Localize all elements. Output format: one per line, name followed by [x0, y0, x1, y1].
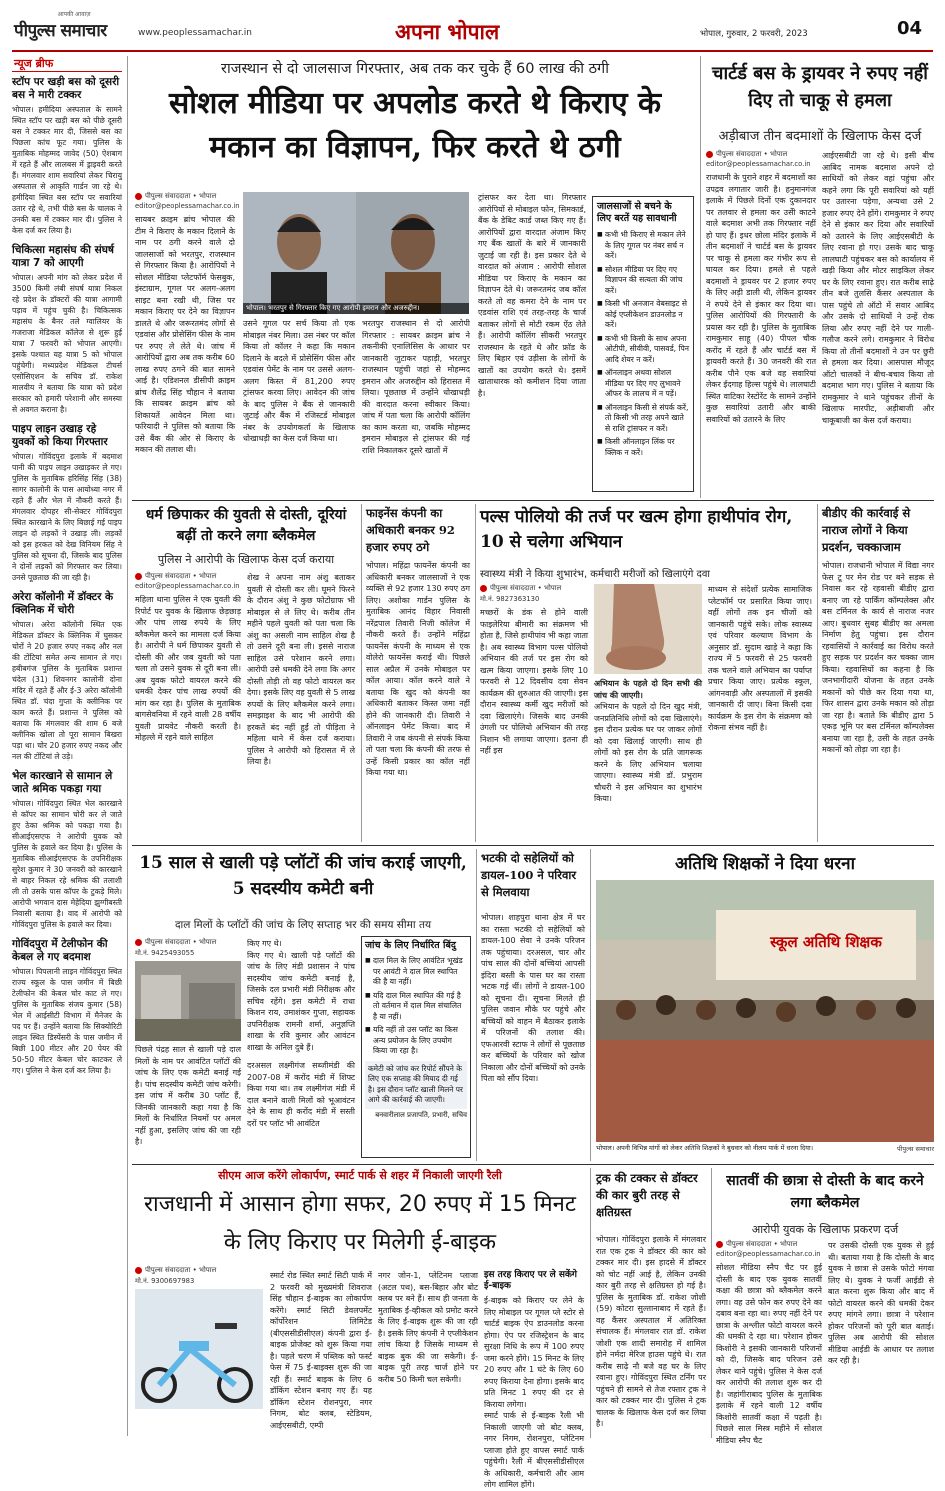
story7-byline [135, 938, 241, 947]
story1-headline: सोशल मीडिया पर अपलोड करते थे किराए के मकान का विज्ञापन, फिर करते थे ठगी [168, 86, 662, 165]
story5-col1 [480, 584, 588, 840]
story1-col4 [478, 192, 586, 494]
byline-dot-icon [135, 573, 142, 580]
story10-col1 [135, 1266, 263, 1436]
story3-col2 [247, 572, 355, 840]
story5-headline: पल्स पोलियो की तर्ज पर खत्म होगा हाथीपांव रोग, 10 से चलेगा अभियान [480, 507, 793, 552]
story9-photo [596, 880, 934, 1142]
story7-col2 [247, 1060, 355, 1160]
story11-col1 [596, 1234, 706, 1438]
tip-item: ■ ऑनलाइन अथवा सोशल मीडिया पर दिए गए लुभावने ऑफर के लालच में न पड़ें। [597, 368, 689, 400]
story10-phone: मो.नं. 9300697983 [135, 1277, 195, 1285]
story10-kicker: सीएम आज करेंगे लोकार्पण, स्मार्ट पार्क से शहर में निकाली जाएगी रैली [218, 1169, 502, 1182]
story7-points-box [361, 936, 471, 1158]
byline-dot-icon [716, 1241, 723, 1248]
story1-body-col2: उसने गूगल पर सर्च किया तो एक मोबाइल नंबर मिला। उस नंबर पर कॉल किया तो कॉलर ने कहा कि मकान दिलाने के बदले में प्रोसेसिंग फीस और एडवांस पेमेंट के नाम पर उससे अलग-अलग किस्त में 81,200 रुपए ट्रांसफर करवा लिए। आवेदन की जांच के बाद पुलिस ने बैंक से जानकारी जुटाई और बैंक में रजिस्टर्ड मोबाइल नंबर के उपयोगकर्ता के खिलाफ धोखाधड़ी का केस दर्ज किया था। [243, 319, 355, 443]
story12-body-col2: पर उसकी दोस्ती एक युवक से हुई थी। बताया गया है कि दोस्ती के बाद युवक ने छात्रा से उसके फोटो मंगवा लिए थे। युवक ने फर्जी आईडी से बात करना शुरू किया और बाद में फोटो वायरल करने की धमकी देकर रुपए मांगने लगा। छात्रा ने परेशान होकर परिजनों को पूरी बात बताई। पुलिस अब आरोपी की सोशल मीडिया आईडी के आधार पर तलाश कर रही है। [828, 1241, 934, 1365]
story7-photo-caption: किए गए थे। [247, 939, 282, 948]
column-rule [590, 1168, 591, 1438]
tip-item: ■ कभी भी किसी के साथ अपना ओटीपी, सीवीवी, पासवर्ड, पिन आदि शेयर न करें। [597, 334, 689, 366]
brief-body: भोपाल। गोविंदपुरा इलाके में बदमाश पानी की पाइप लाइन उखाड़कर ले गए। पुलिस के मुताबिक हरिसिंह सिंह (38) सागर कालोनी के पास आयोध्या नगर में रहते हैं और भेल में नौकरी करते हैं। मंगलवार दोपहर सी-सेक्टर गोविंदपुरा स्थित कारखाने के लिए बिछाई गई पाइप लाइन दो लड़कों ने उखाड़ ली। लड़कों को इस हरकत को देख विनियम सिंह ने पुलिस को सूचना दी, जिसके बाद पुलिस ने दोनों लड़कों को गिरफ्तार कर लिया। उनसे पूछताछ की जा रही है। [12, 452, 122, 582]
column-rule [361, 504, 362, 842]
story12-subhead: आरोपी युवक के खिलाफ प्रकरण दर्ज [751, 1223, 899, 1236]
news-brief-label: न्यूज ब्रीफ [12, 56, 122, 72]
brief-item [12, 76, 122, 236]
byline-dot-icon [135, 193, 142, 200]
story2-body-col2: आईएसबीटी जा रहे थे। इसी बीच आबिद नामक बदमाश अपने दो साथियों को लेकर वहां पहुंचा और कहने लगा कि पूरी सवारियां को यहीं पर उतारना पड़ेगा, अन्यथा उसे 2 हजार रुपए देने होंगे। रामकुमार ने रुपए देने से इंकार कर दिया और सवारियों को उतारने के लिए आईएसबीटी के लिए रवाना हो गए। उसके बाद चाकू लालघाटी पहुंचकर बस को कार्यालय में खड़ी किया और मोटर साइकिल लेकर घर के लिए रवाना हुए। रात करीब साढ़े तीन बजे तुलसि कैंसर अस्पताल के पास पहुंचे तो ऑटो में सवार आबिद और उसके दो साथियों ने उन्हें रोक लिया और रुपए नहीं देने पर गाली-गलौज करने लगे। रामकुमार ने विरोध किया तो तीनों बदमाशों ने उन पर छुरी से हमला कर दिया। आसपास मौजूद ऑटो चालकों ने बीच-बचाव किया तो बदमाश भाग गए। पुलिस ने बताया कि रामकुमार ने थाने पहुंचकर तीनों के खिलाफ मारपीट, अड़ीबाजी और चाकूबाजी का केस दर्ज कराया। [822, 151, 934, 425]
story1-tips-box [592, 196, 694, 492]
story3-col1 [135, 572, 241, 840]
story7-body-col1: पिछले पंद्रह साल से खाली पड़े दाल मिलों के नाम पर आवंटित प्लॉटों की जांच के लिए एक कमेटी बनाई गई है। पांच सदस्यीय कमेटी जांच करेगी। इस जांच में करीब 30 प्लॉट हैं, जिनकी जानकारी कहा गया है कि मिलों के निर्धारित नियमों पर अमल नहीं हुआ, इसलिए जांच की जा रही है। [135, 1045, 241, 1146]
tip-item: ■ किसी ऑनलाइन लिंक पर क्लिक न करें। [597, 437, 689, 458]
story3-body-col1: महिला थाना पुलिस ने एक युवती की रिपोर्ट पर युवक के खिलाफ छेड़छाड़ और पांच लाख रुपये के लिए ब्लैकमेल करने का मामला दर्ज किया है। आरोपी ने धर्म छिपाकर युवती से दोस्ती की और जब युवती को पता चला तो उसने युवक से दूरी बना ली। अब युवक फोटो वायरल करने की धमकी देकर पांच लाख रुपयों की मांग कर रहा है। पुलिस के मुताबिक बागसेवनिया में रहने वाली 28 वर्षीय युवती प्रायवेट नौकरी करती है। मोहल्ले में रहने वाले साहिल [135, 595, 241, 742]
story3-email[interactable]: editor@peoplessamachar.co.in [135, 582, 240, 590]
brief-body: भोपाल। अपनी मांग को लेकर प्रदेश में 3500 किमी लंबी संघर्ष यात्रा निकल रहे प्रदेश के डॉक्टरों की यात्रा आगामी पड़ाव में पहुंच चुकी है। चिकित्सक महासंघ के बैनर तले ग्वालियर के गजराजा मेडिकल कॉलेज से शुरू हुई यात्रा 7 फरवरी को भोपाल आएगी। इसके पश्चात यह यात्रा 5 को भोपाल पहुंचेगी। मध्यप्रदेश मेडिकल टीचर्स एसोसिएशन के सचिव डॉ. राकेश मालवीय ने बताया कि यात्रा को प्रदेश सरकार को हमारी परेशानी और समस्या से अवगत कराना है। [12, 273, 122, 414]
story10-col2 [270, 1270, 372, 1436]
story7-headline: 15 साल से खाली पड़े प्लॉटों की जांच कराई जाएगी, 5 सदस्यीय कमेटी बनी [139, 853, 467, 899]
story4-body: भोपाल। महिंद्रा फायनेंस कंपनी का अधिकारी बनकर जालसाजों ने एक व्यक्ति से 92 हजार 130 रुपए ठग लिए। अशोका गार्डन पुलिस के मुताबिक आनंद विहार निवासी नरेंद्रपाल तिवारी निजी कॉलेज में नौकरी करते हैं। उन्होंने महिंद्रा फायनेंस कंपनी के माध्यम से एक वोलेरो फायनेंस कराई थी। पिछले साल अप्रैल में उनके मोबाइल पर कॉल आया। कॉल करने वाले ने बताया कि खुद को कंपनी का अधिकारी बताकर किस्त जमा नहीं होने की जानकारी दी। तिवारी ने ऑनलाइन पेमेंट किया। बाद में तिवारी ने जब कंपनी से संपर्क किया तो पता चला कि कंपनी की तरफ से उन्हें किसी प्रकार का कॉल नहीं किया गया था। [366, 561, 470, 777]
story3-body-col2: शेख ने अपना नाम अंशु बताकर युवती से दोस्ती कर ली। घूमने फिरने के दौरान अंशु ने कुछ फोटोग्राफ भी मोबाइल से ले लिए थे। करीब तीन महीने पहले युवती को पता चला कि अंशु का असली नाम साहिल शेख है तो उसने दूरी बना ली। इससे नाराज साहिल उसे परेशान करने लगा। आरोपी उसे धमकी देने लगा कि अगर दोस्ती तोड़ी तो वह फोटो वायरल कर देगा। इसके लिए वह युवती से 5 लाख रुपयों के लिए ब्लैकमेल करने लगा। समझाइश के बाद भी आरोपी की हरकतें बंद नहीं हुईं तो पीड़िता ने महिला थाने में केस दर्ज कराया। पुलिस ने आरोपी को हिरासत में ले लिया है। [247, 573, 356, 766]
guest-teachers-protest-photo-icon [596, 880, 934, 1142]
brief-item [12, 423, 122, 583]
quote-text: कमेटी को जांच कर रिपोर्ट सौंपने के लिए एक सप्ताह की मियाद दी गई है। इस दौरान प्लॉट खाली मिलने पर आगे की कार्रवाई की जाएगी। [365, 1061, 467, 1109]
story1-col3 [362, 318, 470, 494]
story7-col1 [135, 938, 241, 1160]
story9-headline: अतिथि शिक्षकों ने दिया धरना [674, 854, 855, 874]
logo-text: पीपुल्स समाचार [14, 21, 107, 41]
byline-dot-icon [135, 939, 142, 946]
story1-email[interactable]: editor@peoplessamachar.co.in [135, 202, 240, 210]
byline-dot-icon [706, 151, 713, 158]
protest-banner-text: स्कूल अतिथि शिक्षक [770, 933, 882, 951]
story1-photo [243, 192, 469, 314]
story6-col1 [822, 560, 934, 840]
story5-col2 [594, 678, 702, 840]
section-rule [132, 500, 934, 501]
story7-col3 [247, 938, 355, 1058]
points-title: जांच के लिए निर्धारित बिंदु [365, 940, 456, 951]
quote-by: बनवारीलाल प्रजापति, प्रभारी, सचिव [375, 1110, 467, 1119]
story5-subhead: स्वास्थ्य मंत्री ने किया शुभारंभ, कर्मचारी मरीजों को खिलाएंगे दवा [480, 569, 710, 580]
story12-email[interactable]: editor@peoplessamachar.co.in [716, 1250, 821, 1258]
brief-body: भोपाल। पिपलानी लाइन गोविंदपुरा स्थित राज्य स्कूल के पास जमीन में बिछी टेलीफोन की केबल चोर काट ले गए। पुलिस के मुताबिक संजय कुमार (58) भेल में आईसीटी विभाग में मैनेजर के पद पर हैं। उन्होंने बताया कि सिक्योरिटी लाइन स्थित डिस्पेंसरी के पास जमीन में बिछी 100 मीटर और 20 पेयर की 50-50 मीटर केबल चोर काटकर ले गए। पुलिस ने केस दर्ज कर लिया है। [12, 967, 123, 1075]
section-title: अपना भोपाल [395, 20, 500, 44]
brief-title: चिकित्सा महासंघ की संघर्ष यात्रा 7 को आएगी [12, 244, 114, 269]
story12-byline [716, 1240, 822, 1249]
story7-body-col2: दरअसल लक्ष्मीगंज सब्जीमंडी की 2007-08 में करोंद मंडी में शिफ्ट किया गया था। तब लक्ष्मीगंज मंडी में दाल बनाने वाली मिलों को भूआवंटन देने के साथ ही करोंद मंडी में सस्ती दरों पर प्लॉट भी आवंटित [247, 1061, 355, 1128]
mandi-plots-photo-icon [135, 961, 241, 1041]
side-title: इस तरह किराए पर ले सकेंगे ई-बाइक [484, 1270, 577, 1291]
story6-body: भोपाल। राजधानी भोपाल में विद्या नगर फेस टू पर मेन रोड पर बने सड़क से निवास कर रहे रहवासी बीडीए द्वारा बनाए जा रहे पार्किंग कॉम्पलेक्स और बस टर्मिनल के कार्य से नाराज नजर आए। बुधवार सुबह बीडीए का अमला निर्माण हेतु पहुंचा। इस दौरान रहवासियों ने कार्रवाई का विरोध करते हुए सड़क पर प्रदर्शन कर चक्का जाम किया। रहवासियों का कहना है कि जनभागीदारी योजना के तहत उनके मकानों को पीछे कर दिया गया था, फिर शासन द्वारा उनके मकान को तोड़ा जा रहा है। बताते कि बीडीए द्वारा 5 एकड़ भूमि पर बस टर्मिनल कॉम्पलेक्स बनाया जा रहा है, उसी के तहत उनके मकानों को तोड़ा जा रहा है। [822, 561, 934, 754]
story5-body-col1: मच्छरों के डंक से होने वाली फाइलेरिया बीमारी का संक्रमण भी होता है, जिसे हाथीपांव भी कहा जाता है। अब स्वास्थ्य विभाग पल्स पोलियो अभियान की तर्ज पर इस रोग को खत्म किया जाएगा। इसके लिए 10 फरवरी से 12 दिवसीय दवा सेवन कार्यक्रम की शुरुआत की जाएगी। इस दौरान स्वास्थ्य कर्मी खुद मरीजों को दवा खिलाएंगे। जिसके बाद उनकी उंगली पर पोलियो अभियान की तरह निशान भी लगाया जाएगा। इतना ही नहीं इस [480, 608, 588, 755]
byline-text: पीपुल्स संवाददाता • भोपाल [490, 584, 562, 592]
story2-byline [706, 150, 816, 159]
column-rule [476, 849, 477, 1161]
tips-title: जालसाजों से बचने के लिए बरतें यह सावधानी [597, 201, 677, 224]
section-rule [132, 1164, 934, 1165]
column-rule [817, 504, 818, 842]
story5-body-col3: माध्यम से संदेशों प्रत्येक सामाजिक प्लेटफॉर्म पर प्रसारित किया जाए। वहीं लोगों तक इन चीजों को जानकारी पहुंचे सके। लोक स्वास्थ्य एवं परिवार कल्याण विभाग के अनुसार डॉ. सुदाम खाड़े ने कहा कि राज्य में 5 फरवरी से 25 फरवरी तक चलने वाले अभियान का पर्याप्त प्रचार किया जाए। प्रत्येक स्कूल, आंगनवाड़ी और अस्पतालों में इसकी जानकारी दी जाए। बिना किसी दवा कार्यक्रम के इस रोग के संक्रमण को रोकना संभव नहीं है। [708, 585, 812, 732]
point-item: ■ यदि नहीं तो उस प्लॉट का किस अन्य प्रयोजन के लिए उपयोग किया जा रहा है। [365, 1025, 467, 1057]
brief-body: भोपाल। हमीदिया अस्पताल के सामने स्थित स्टॉप पर खड़ी बस को पीछे दूसरी बस ने टक्कर मार दी, जिससे बस का पिछला कांच फूट गया। पुलिस के मुताबिक मोहम्मद जावेद (50) ऐशबाग में रहते हैं और लालबस में ड्राइवरी करते हैं। मंगलवार शाम सवारियां लेकर चिरायु अस्पताल से आकृति गार्डन जा रहे थे। हमीदिया स्थित बस स्टॉप पर सवारियां उतार रहे थे, तभी पीछे बस के चालक ने उनकी बस में टक्कर मार दी। पुलिस ने केस दर्ज कर लिया है। [12, 105, 122, 235]
story10-headline: राजधानी में आसान होगा सफर, 20 रुपए में 15 मिनट के लिए किराए पर मिलेगी ई-बाइक [144, 1192, 576, 1255]
masthead-website[interactable]: www.peoplessamachar.in [138, 28, 252, 38]
story6-headline: बीडीए की कार्रवाई से नाराज लोगों ने किया प्रदर्शन, चक्काजाम [822, 506, 911, 554]
story8-headline: भटकी दो सहेलियों को डायल-100 ने परिवार से मिलवाया [481, 851, 577, 899]
story2-subhead: अड़ीबाज तीन बदमाशों के खिलाफ केस दर्ज [718, 129, 922, 144]
section-rule [132, 845, 934, 846]
masthead-logo [14, 10, 134, 50]
column-rule [475, 504, 476, 842]
story10-col4 [484, 1270, 584, 1489]
page-number: 04 [897, 18, 923, 39]
story5-col3 [708, 584, 812, 840]
byline-text: पीपुल्स संवाददाता • भोपाल [716, 150, 788, 158]
byline-text: पीपुल्स संवाददाता • भोपाल [145, 938, 217, 946]
story9-photo-caption: भोपाल। अपनी विभिन्न मांगों को लेकर अतिथि शिक्षकों ने बुधवार को नीलम पार्क में धरना दिया। [596, 1144, 814, 1152]
ebike-fleet-photo-icon [135, 1289, 263, 1409]
story3-headline: धर्म छिपाकर की युवती से दोस्ती, दूरियां बढ़ीं तो करने लगा ब्लैकमेल [145, 507, 347, 544]
byline-text: पीपुल्स संवाददाता • भोपाल [145, 192, 217, 200]
story2-col1 [706, 150, 816, 496]
byline-dot-icon [480, 585, 487, 592]
brief-item [12, 591, 122, 762]
column-rule [590, 849, 591, 1161]
suspects-photo-icon [243, 192, 469, 314]
brief-title: पाइप लाइन उखाड़ रहे युवकों को किया गिरफ्तार [12, 423, 108, 448]
story4-headline: फाइनेंस कंपनी का अधिकारी बनकर 92 हजार रुपए ठगे [366, 506, 455, 554]
story12-body-col1: सोशल मीडिया स्नैप चैट पर हुई दोस्ती के बाद एक युवक सातवीं कक्षा की छात्रा को ब्लैकमेल करने लगा। वह उसे फोन कर रुपए देने का दबाव बना रहा था। रुपए नहीं देने पर छात्रा के अश्लील फोटो वायरल करने की धमकी दे रहा था। परेशान होकर किशोरी ने इसकी जानकारी परिजनों को दी, जिसके बाद परिजन उसे लेकर थाने पहुंचे। पुलिस ने केस दर्ज कर आरोपी की तलाश शुरू कर दी है। जहांगीराबाद पुलिस के मुताबिक इलाके में रहने वाली 12 वर्षीय किशोरी सातवीं कक्षा में पढ़ती है। पिछले साल मिस्त्र महीने में सोशल मीडिया स्नैप चैट [716, 1263, 822, 1445]
story1-col1 [135, 192, 240, 494]
story10-photo [135, 1289, 263, 1409]
story1-body-col4: ट्रांसफर कर देता था। गिरफ्तार आरोपियों से मोबाइल फोन, सिमकार्ड, बैंक के डेबिट कार्ड जब्त किए गए हैं। आरोपियों द्वारा वारदात अंजाम किए गए बैंक खातों के बारे में जानकारी जुटाई जा रही है। इस प्रकार देते थे वारदात को अंजाम : आरोपी सोशल मीडिया पर किराए के मकान का विज्ञापन देते थे। जरूरतमंद जब कॉल करते तो वह कमरा देने के नाम पर एडवांस राशि एवं तरह-तरह के चार्ज बताकर लोगों से मोटी रकम ऐंठ लेते हैं। आरोपी कॉलिंग सीकरी भरतपुर राजस्थान के रहते थे और फ्रॉड के लिए बिहार एवं उड़ीसा के लोगों के खातों का उपयोग करते थे। इसमें खाताधारक को कमीशन दिया जाता है। [478, 193, 586, 398]
story5-phone: मो.नं. 9827363130 [480, 595, 540, 603]
column-rule [700, 56, 701, 498]
tip-item: ■ ऑनलाइन किसी से संपर्क करें, तो किसी भी तरह अपने खाते से राशि ट्रांसफर न करें। [597, 403, 689, 435]
story2-col2 [822, 150, 934, 496]
story7-photo [135, 961, 241, 1041]
story4-col1 [366, 560, 470, 840]
brief-body: भोपाल। अरेरा कॉलोनी स्थित एक मेडिकल डॉक्टर के क्लिनिक में घुसकर चोरों ने 20 हजार रुपए नकद और नल की टोंटियां समेत अन्य सामान ले गए। हबीबगंज पुलिस के मुताबिक प्रशान्त चंदेल (31) शिवनगर कालोनी दोना मंदिर में रहते हैं और ई-3 अरेरा कॉलोनी स्थित डॉ. चंदा गुप्ता के क्लीनिक पर काम करते हैं। प्रशान्त ने पुलिस को बताया कि मंगलवार की शाम 6 बजे क्लीनिक खोला तो पूरा सामान बिखरा पड़ा था। चोर 20 हजार रुपए नकद और नल की टोंटियां ले उड़े। [12, 620, 122, 761]
brief-item [12, 770, 122, 930]
point-item: ■ यदि दाल मिल स्थापित की गई है तो वर्तमान में दाल मिल संचालित है या नहीं। [365, 991, 467, 1023]
story1-kicker: राजस्थान से दो जालसाज गिरफ्तार, अब तक कर चुके हैं 60 लाख की ठगी [221, 61, 609, 77]
story1-body-col1: सायबर क्राइम ब्रांच भोपाल की टीम ने किराए के मकान दिलाने के नाम पर ठगी करने वाले दो जालसाजों को भरतपुर, राजस्थान से गिरफ्तार किया है। आरोपियों ने सोशल मीडिया प्लेटफॉर्म फेसबुक, इंस्टाग्राम, गूगल पर अलग-अलग साइट बना रखी थी, जिस पर मकान किराए पर देने का विज्ञापन डालते थे और जरूरतमंद लोगों से एडवांस और प्रोसेसिंग फीस के नाम पर रुपए ले लेते थे। जांच में आरोपियों द्वारा अब तक करीब 60 लाख रुपए ठगने की बात सामने आई है। एडिशनल डीसीपी क्राइम ब्रांच शैलेंद्र सिंह चौहान ने बताया कि सायबर क्राइम ब्रांच को शिकायतें आवेदन मिला था। फरियादी ने पुलिस को बताया कि उसे बैंक की ओर से किराए के मकान की तलाश थी। [135, 215, 235, 454]
story5-photo-caption: अभियान के पहले दो दिन सभी की जांच की जाएगी। [594, 679, 702, 700]
story3-subhead: पुलिस ने आरोपी के खिलाफ केस दर्ज कराया [157, 553, 335, 566]
story3-byline [135, 572, 241, 581]
story1-photo-caption: भोपाल। भरतपुर से गिरफ्तार किए गए आरोपी इमरान और अजरुद्दीन। [243, 303, 469, 314]
brief-item [12, 244, 122, 415]
story12-col1 [716, 1240, 822, 1445]
column-rule [127, 56, 128, 1436]
story2-email[interactable]: editor@peoplessamachar.co.in [706, 160, 811, 168]
brief-title: अरेरा कॉलोनी में डॉक्टर के क्लिनिक में चोरी [12, 591, 114, 616]
side-body: ई-बाइक को किराए पर लेने के लिए मोबाइल पर गूगल प्ले स्टोर से चार्टर्ड बाइक ऐप डाउनलोड करना होगा। ऐप पर रजिस्ट्रेशन के बाद सुरक्षा निधि के रूप में 100 रुपए जमा करने होंगे। 15 मिनट के लिए 20 रुपए और 1 घंटे के लिए 60 रुपए किराया देना होगा। इसके बाद प्रति मिनट 1 रुपए की दर से किराया लगेगा। [484, 1296, 584, 1409]
news-brief-column [12, 56, 122, 1436]
byline-text: पीपुल्स संवाददाता • भोपाल [145, 572, 217, 580]
story5-body-col2: अभियान के पहले दो दिन खुद मंत्री, जनप्रतिनिधि लोगों को दवा खिलाएंगे। इस दौरान प्रत्येक घर पर जाकर लोगों को दवा खिलाई जाएगी। साथ ही लोगों को इस रोग के प्रति जागरूक करने के लिए अभियान चलाया जाएगा। स्वास्थ्य मंत्री डॉ. प्रभुराम चौधरी ने इस अभियान का शुभारंभ किया। [594, 702, 702, 803]
tip-item: ■ किसी भी अनजान वेबसाइट से कोई एप्लीकेशन डाउनलोड न करें। [597, 299, 689, 331]
story1-body-col3: भरतपुर राजस्थान से दो आरोपी गिरफ्तार : सायबर क्राइम ब्रांच ने तकनीकी एनालिसिस के आधार पर जानकारी जुटाकर पहाड़ी, भरतपुर राजस्थान पहुंची जहां से मोहम्मद इमरान और अजरुद्दीन को हिरासत में लिया। पूछताछ में उन्होंने धोखाधड़ी की वारदात करना स्वीकार किया। जांच में पता चला कि आरोपी कॉलिंग का काम करता था, जबकि मोहम्मद इमरान मोबाइल से ट्रांसफर की गई राशि निकालकर दूसरे खातों में [362, 319, 470, 455]
brief-title: भेल कारखाने से सामान ले जाते श्रमिक पकड़ा गया [12, 770, 113, 795]
byline-text: पीपुल्स संवाददाता • भोपाल [145, 1266, 217, 1274]
tip-item: ■ सोशल मीडिया पर दिए गए विज्ञापन की सत्यता की जांच करें। [597, 265, 689, 297]
story5-byline [480, 584, 588, 593]
masthead-rule [12, 50, 933, 52]
brief-title: स्टॉप पर खड़ी बस को दूसरी बस ने मारी टक्कर [12, 76, 120, 101]
byline-text: पीपुल्स संवाददाता • भोपाल [726, 1240, 798, 1248]
logo-tagline: आपकी आवाज़ [57, 11, 91, 18]
story10-body-col3: स्मार्ट पार्क से ई-बाइक रैली भी निकाली जाएगी जो बोट क्लब, नगर निगम, रोशनपुरा, प्लेटिनम प्लाजा होते हुए वापस स्मार्ट पार्क पहुंचेगी। रैली में बीएससीडीसीएल के अधिकारी, कर्मचारी और आम लोग शामिल होंगे। [484, 1411, 584, 1489]
story10-body-col2: नगर जोन-1, प्लेटिनम प्लाजा (अटल पथ), बस-बिहार और बोट क्लब पर बने हैं। साथ ही जनता के मुताबिक ई-व्हीकल को प्रमोट करने के लिए ई-बाइक शुरू की जा रही है। इसके लिए कंपनी ने एप्लीकेशन लांच किया है जिसके माध्यम से बाइक बुक की जा सकेगी। ई-बाइक पूरी तरह चार्ज होने पर करीब 50 किमी चल सकेगी। [378, 1271, 478, 1384]
dateline: भोपाल, गुरुवार, 2 फरवरी, 2023 [700, 29, 808, 39]
story1-col2 [243, 318, 355, 494]
story5-photo [594, 584, 702, 674]
story8-body: भोपाल। शाहपुरा थाना क्षेत्र में घर का रास्ता भटकी दो सहेलियों को डायल-100 सेवा ने उनके परिजन तक पहुंचाया। दरअसल, चार और पांच साल की दोनों बच्चियां आपसी इंदिरा बस्ती के पास घर का रास्ता भटक गई थीं। लोगों ने डायल-100 को सूचना दी। सूचना मिलते ही पुलिस जवान मौके पर पहुंचे और बच्चियों को वाहन में बैठाकर इलाके में परिजनों की तलाश की। एफआरवी स्टाफ ने लोगों से पूछताछ कर बच्चियों के परिवार को खोज निकाला और दोनों बच्चियों को उनके पिता को सौंप दिया। [481, 913, 585, 1083]
story11-headline: ट्रक की टक्कर से डॉक्टर की कार बुरी तरह से क्षतिग्रस्त [596, 1171, 698, 1219]
story12-headline: सातवीं की छात्रा से दोस्ती के बाद करने लगा ब्लैकमेल [726, 1173, 924, 1211]
byline-dot-icon [135, 1267, 142, 1274]
filaria-leg-photo-icon [594, 584, 702, 674]
tip-item: ■ कभी भी किराए से मकान लेने के लिए गूगल पर नंबर सर्च न करें। [597, 230, 689, 262]
story10-body-col1: स्मार्ट रोड स्थित स्मार्ट सिटी पार्क में 2 फरवरी को मुख्यमंत्री शिवराज सिंह चौहान ई-बाइक का लोकार्पण करेंगे। स्मार्ट सिटी डेवलपमेंट कॉर्पोरेशन लिमिटेड (बीएससीडीसीएल) कंपनी द्वारा ई-बाइक प्रोजेक्ट को शुरू किया गया है। पहले चरण में पब्लिक को फर्स्ट फेस में 75 ई-बाइक्स शुरू की जा रही हैं। स्मार्ट बाइक के लिए 6 डॉकिंग स्टेशन बनाए गए हैं। यह डॉकिंग स्टेशन रोशनपुरा, नगर निगम, बोट क्लब, स्टेडियम, आईएसबीटी, एम्पी [270, 1271, 372, 1430]
story7-body-col3: किए गए थे। खाली पड़े प्लॉटों की जांच के लिए मंडी प्रशासन ने पांच सदस्यीय जांच कमेटी बनाई है, जिसके दल प्रभारी मंडी निरीक्षक और सचिव रहेंगे। इस कमेटी में राधा किशन राय, उमाशंकर गुप्ता, सहायक उपनिरीक्षक रामनी शर्मा, अनुज्ञप्ति शाखा के रवि कुमार और आवंटन शाखा के अनिल दुबे हैं। [247, 950, 355, 1052]
story1-byline [135, 192, 235, 201]
point-item: ■ दाल मिल के लिए आवंटित भूखंड पर आवंटी ने दाल मिल स्थापित की है या नहीं। [365, 956, 467, 988]
story10-byline [135, 1266, 263, 1275]
story12-col2 [828, 1240, 934, 1438]
story7-phone: मो.नं. 9425493055 [135, 949, 195, 957]
brief-item [12, 938, 122, 1076]
column-rule [711, 1168, 712, 1438]
story2-headline: चार्टर्ड बस के ड्रायवर ने रुपए नहीं दिए तो चाकू से हमला [712, 63, 928, 111]
story2-body-col1: राजधानी के पुराने शहर में बदमाशों का उपद्रव लगातार जारी है। हनुमानगंज इलाके में पिछले दिनों एक दुकानदार पर तलवार से हमला कर उसेी काटने वाले बदमाश अभी तक गिरफ्तार नहीं हो पाए हैं। इधर छोला मंदिर इलाके में तीन बदमाशों ने चार्टर्ड बस के ड्रायवर पर चाकू से हमला कर गंभीर रूप से घायल कर दिया। हमले से पहले बदमाशों ने ड्रायवर पर 2 हजार रुपए के लिए अड़ी डाली थी, लेकिन ड्रायवर ने रुपये देने से इंकार कर दिया था। पुलिस आरोपियों की गिरफ्तारी के प्रयास कर रही है। पुलिस के मुताबिक रामकुमार साहू (40) पीपल चौक करोंद में रहते हैं और चार्टर्ड बस में ड्रायवरी करते हैं। 30 जनवरी की रात करीब पौने एक बजे वह सवारियां लेकर ईदगाह हिल्स पहुंचे थे। लालघाटी स्थित वाटिका रेस्टोरेंट के सामने उन्होंने कुछ सवारियां उतारी और बाकी सवारियों को उतारने के लिए [706, 173, 816, 424]
story11-body: भोपाल। गोविंदपुरा इलाके में मंगलवार रात एक ट्रक ने डॉक्टर की कार को टक्कर मार दी। इस हादसे में डॉक्टर को चोट नहीं आई है, लेकिन उनकी कार बुरी तरह से क्षतिग्रस्त हो गई है। पुलिस के मुताबिक डॉ. राकेश जोशी (59) कोटरा सुल्तानाबाद में रहते हैं। वह कैंसर अस्पताल में अतिरिक्त संचालक हैं। मंगलवार रात डॉ. राकेश जोशी एक शादी समारोह में शामिल होने नर्मदा मेरिज हाउस पहुंचे थे। रात करीब साढ़े नौ बजे वह घर के लिए रवाना हुए। गोविंदपुरा स्थित टर्निंग पर पहुंचने ही सामने से तेज रफ्तार ट्रक ने कार को टक्कर मार दी। पुलिस ने ट्रक चालक के खिलाफ केस दर्ज कर लिया है। [596, 1235, 706, 1428]
brief-title: गोविंदपुरा में टेलीफोन की केबल ले गए बदमाश [12, 938, 108, 963]
story7-subhead: दाल मिलों के प्लॉटों की जांच के लिए सप्ताह भर की समय सीमा तय [174, 919, 432, 931]
story9-photo-credit: पीपुल्स समाचार [897, 1145, 934, 1153]
story8-col1 [481, 912, 585, 1160]
story10-col3 [378, 1270, 478, 1436]
brief-body: भोपाल। गोविंदपुरा स्थित भेल कारखाने से कॉपर का सामान चोरी कर ले जाते हुए ठेका श्रमिक को पकड़ा गया है। सीआईएसएफ ने आरोपी युवक को पुलिस के हवाले कर दिया है। पुलिस के मुताबिक सीआईएसएफ के उपनिरीक्षक सुरेश कुमार ने 30 जनवरी को कारखाने से बाहर निकल रहे श्रमिक की तलाशी ली तो उसके पास कॉपर के टुकड़े मिले। आरोपी भगवान दास मेहेदिया झुग्गीबस्ती निवासी बताया है। वाद में आरोपी को गोविंदपुरा पुलिस के हवाले कर दिया। [12, 799, 122, 929]
